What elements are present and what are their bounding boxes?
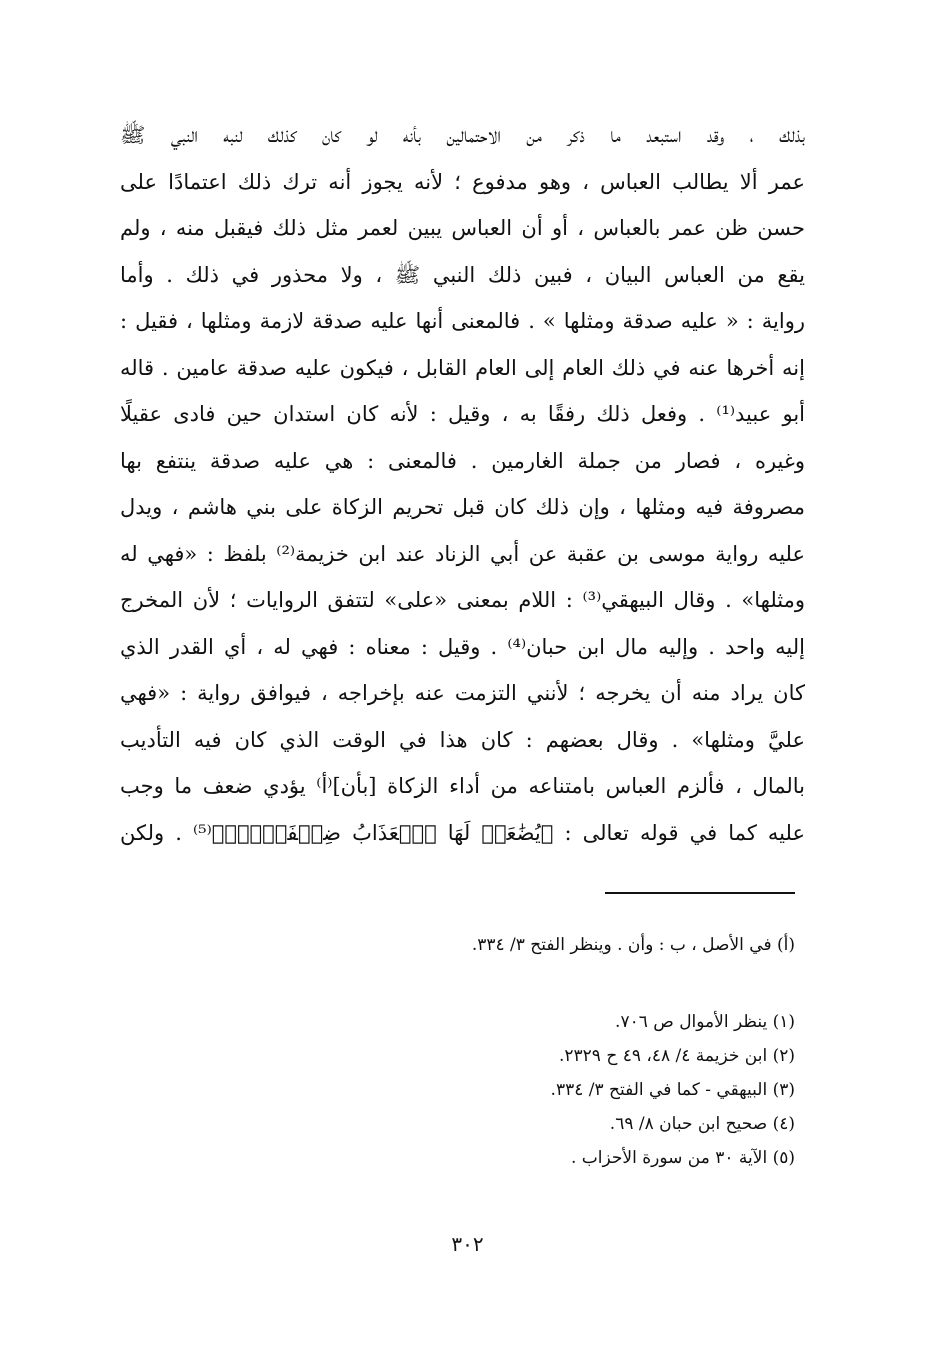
text-line-5: رواية : « عليه صدقة ومثلها » . فالمعنى أنها عليه صدقة لازمة ومثلها ، فقيل : xyxy=(120,309,805,333)
footnote-3: (٣) البيهقي - كما في الفتح ٣/ ٣٣٤. xyxy=(550,1080,795,1100)
text-line-7: أبو عبيد⁽¹⁾ . وفعل ذلك رفقًا به ، وقيل : لأنه كان استدان حين فادى عقيلًا xyxy=(120,402,805,426)
main-body-text xyxy=(120,112,805,856)
text-line-2: عمر ألا يطالب العباس ، وهو مدفوع ؛ لأنه يجوز أنه ترك ذلك اعتمادًا على xyxy=(120,169,805,194)
text-line-10: عليه رواية موسى بن عقبة عن أبي الزناد عند ابن خزيمة⁽²⁾ بلفظ : «فهي له xyxy=(120,541,805,566)
text-line-1: بذلك ، وقد استبعد ما ذكر من الاحتمالين بأنه لو كان كذلك لنبه النبي ﷺ xyxy=(120,123,805,147)
footnote-4: (٤) صحيح ابن حبان ٨/ ٦٩. xyxy=(609,1114,795,1134)
footnotes-numbered xyxy=(155,1005,795,1175)
footnote-2: (٢) ابن خزيمة ٤/ ٤٨، ٤٩ ح ٢٣٢٩. xyxy=(558,1046,795,1066)
text-line-8: وغيره ، فصار من جملة الغارمين . فالمعنى : هي عليه صدقة ينتفع بها xyxy=(120,448,805,473)
footnote-separator xyxy=(605,892,795,894)
text-line-12: إليه واحد . وإليه مال ابن حبان⁽⁴⁾ . وقيل : معناه : فهي له ، أي القدر الذي xyxy=(120,634,805,659)
footnote-1: (١) ينظر الأموال ص ٧٠٦. xyxy=(615,1012,795,1032)
text-line-16: عليه كما في قوله تعالى : ﴿يُضَٰعَفۡ لَهَا ٱلۡعَذَابُ ضِعۡفَيۡنِۚ﴾⁽⁵⁾ . ولكن xyxy=(120,820,805,845)
text-line-9: مصروفة فيه ومثلها ، وإن ذلك كان قبل تحريم الزكاة على بني هاشم ، ويدل xyxy=(120,495,805,519)
text-line-15: بالمال ، فألزم العباس بامتناعه من أداء الزكاة [بأن]⁽أ⁾ يؤدي ضعف ما وجب xyxy=(120,774,805,798)
text-line-6: إنه أخرها عنه في ذلك العام إلى العام القابل ، فيكون عليه صدقة عامين . قاله xyxy=(120,355,805,380)
footnotes-alpha xyxy=(155,928,795,962)
footnote-alpha-1: (أ) في الأصل ، ب : وأن . وينظر الفتح ٣/ ٣٣٤. xyxy=(471,935,795,955)
page-number: ٣٠٢ xyxy=(451,1232,484,1256)
text-line-11: ومثلها» . وقال البيهقي⁽³⁾ : اللام بمعنى «على» لتتفق الروايات ؛ لأن المخرج xyxy=(120,588,805,612)
text-line-3: حسن ظن عمر بالعباس ، أو أن العباس يبين لعمر مثل ذلك فيقبل منه ، ولم xyxy=(120,216,805,240)
text-line-13: كان يراد منه أن يخرجه ؛ لأنني التزمت عنه بإخراجه ، فيوافق رواية : «فهي xyxy=(120,681,805,705)
footnote-5: (٥) الآية ٣٠ من سورة الأحزاب . xyxy=(570,1148,795,1168)
text-line-14: عليَّ ومثلها» . وقال بعضهم : كان هذا في الوقت الذي كان فيه التأديب xyxy=(120,727,805,752)
text-line-4: يقع من العباس البيان ، فبين ذلك النبي ﷺ ، ولا محذور في ذلك . وأما xyxy=(120,262,805,287)
